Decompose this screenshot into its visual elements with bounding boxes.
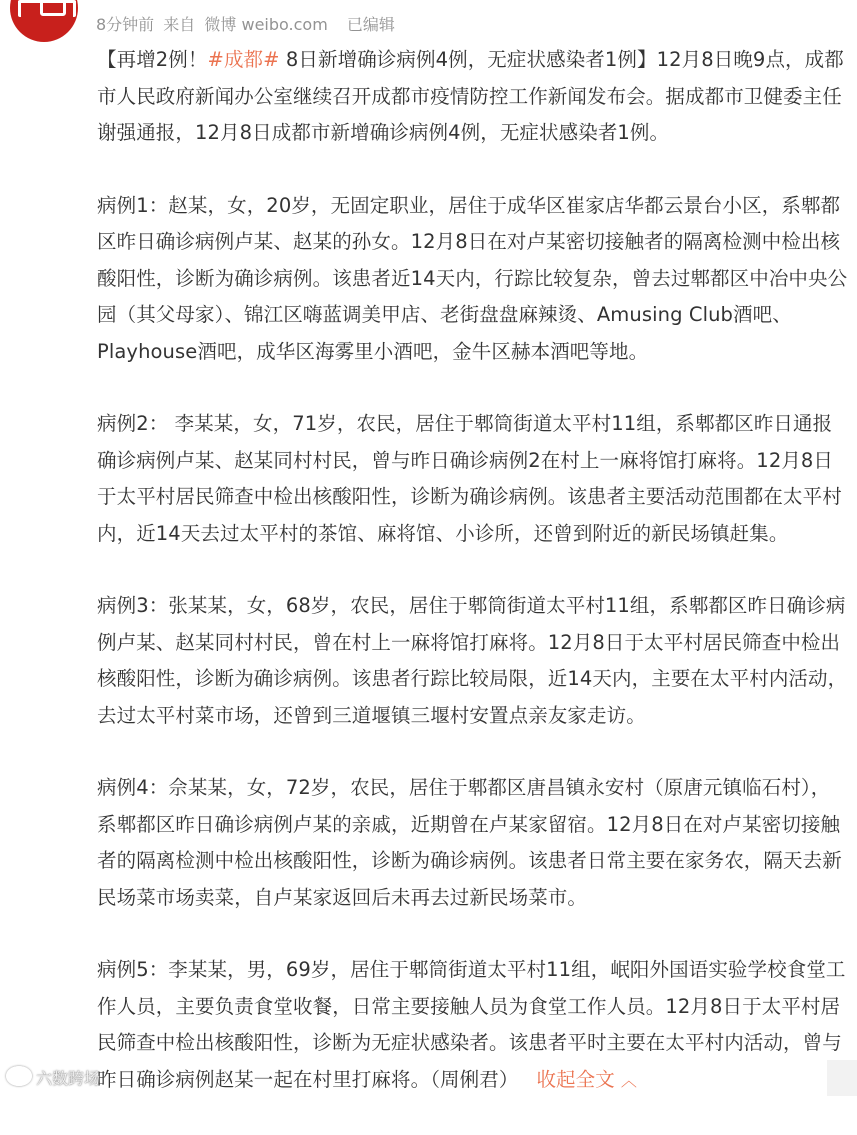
chevron-up-icon[interactable]: ︿ <box>620 1070 637 1090</box>
post-intro <box>97 42 849 152</box>
hashtag-link[interactable]: #成都# <box>207 48 280 71</box>
post-time[interactable]: 8分钟前 <box>96 15 155 34</box>
watermark <box>6 1066 100 1089</box>
watermark-icon <box>6 1066 32 1086</box>
case-4-paragraph: 病例4：佘某某，女，72岁，农民，居住于郫都区唐昌镇永安村（原唐元镇临石村），系郫都区昨日确诊病例卢某的亲戚，近期曾在卢某家留宿。12月8日在对卢某密切接触者的隔离检测中检出核酸阳性，诊断为确诊病例。该患者日常主要在家务农，隔天去新民场菜市场卖菜，自卢某家返回后未再去过新民场菜市。 <box>97 776 842 909</box>
post-content <box>97 42 849 1135</box>
edited-label[interactable]: 已编辑 <box>346 15 395 34</box>
collapse-button[interactable]: 收起全文 <box>536 1067 615 1091</box>
post-source-prefix: 来自 <box>163 15 196 34</box>
case-2-paragraph: 病例2： 李某某，女，71岁，农民，居住于郫筒街道太平村11组，系郫都区昨日通报确诊病例卢某、赵某同村村民，曾与昨日确诊病例2在村上一麻将馆打麻将。12月8日于太平村居民筛查中检出核酸阳性，诊断为确诊病例。该患者主要活动范围都在太平村内，近14天去过太平村的茶馆、麻将馆、小诊所，还曾到附近的新民场镇赶集。 <box>97 412 842 545</box>
case-3-paragraph: 病例3：张某某，女，68岁，农民，居住于郫筒街道太平村11组，系郫都区昨日确诊病例卢某、赵某同村村民，曾在村上一麻将馆打麻将。12月8日于太平村居民筛查中检出核酸阳性，诊断为确诊病例。该患者行踪比较局限，近14天内，主要在太平村内活动，去过太平村菜市场，还曾到三道堰镇三堰村安置点亲友家走访。 <box>97 594 848 727</box>
case-5-paragraph <box>97 952 849 1099</box>
intro-text: 8日新增确诊病例4例，无症状感染者1例】12月8日晚9点，成都市人民政府新闻办公室继续召开成都市疫情防控工作新闻发布会。据成都市卫健委主任谢强通报，12月8日成都市新增确诊病例4例，无症状感染者1例。 <box>97 48 844 144</box>
post-source[interactable]: 微博 weibo.com <box>204 15 328 34</box>
case-1-paragraph: 病例1：赵某，女，20岁，无固定职业，居住于成华区崔家店华都云景台小区，系郫都区昨日确诊病例卢某、赵某的孙女。12月8日在对卢某密切接触者的隔离检测中检出核酸阳性，诊断为确诊病例。该患者近14天内，行踪比较复杂，曾去过郫都区中冶中央公园（其父母家）、锦江区嗨蓝调美甲店、老街盘盘麻辣烫、Amusing Club酒吧、Playhouse酒吧，成华区海雾里小酒吧，金牛区赫本酒吧等地。 <box>97 193 848 363</box>
intro-open: 【再增2例！ <box>97 48 208 71</box>
avatar[interactable] <box>10 0 78 42</box>
case-5-text: 病例5：李某某，男，69岁，居住于郫筒街道太平村11组，岷阳外国语实验学校食堂工作人员，主要负责食堂收餐，日常主要接触人员为食堂工作人员。12月8日于太平村居民筛查中检出核酸阳性，诊断为无症状感染者。该患者平时主要在太平村内活动，曾与昨日确诊病例赵某一起在村里打麻将。（周俐君） <box>97 958 846 1091</box>
post-meta <box>96 12 399 35</box>
corner-shade <box>827 1060 857 1096</box>
seal-logo-mark <box>40 0 66 16</box>
watermark-text: 六数跨场 <box>36 1069 101 1088</box>
